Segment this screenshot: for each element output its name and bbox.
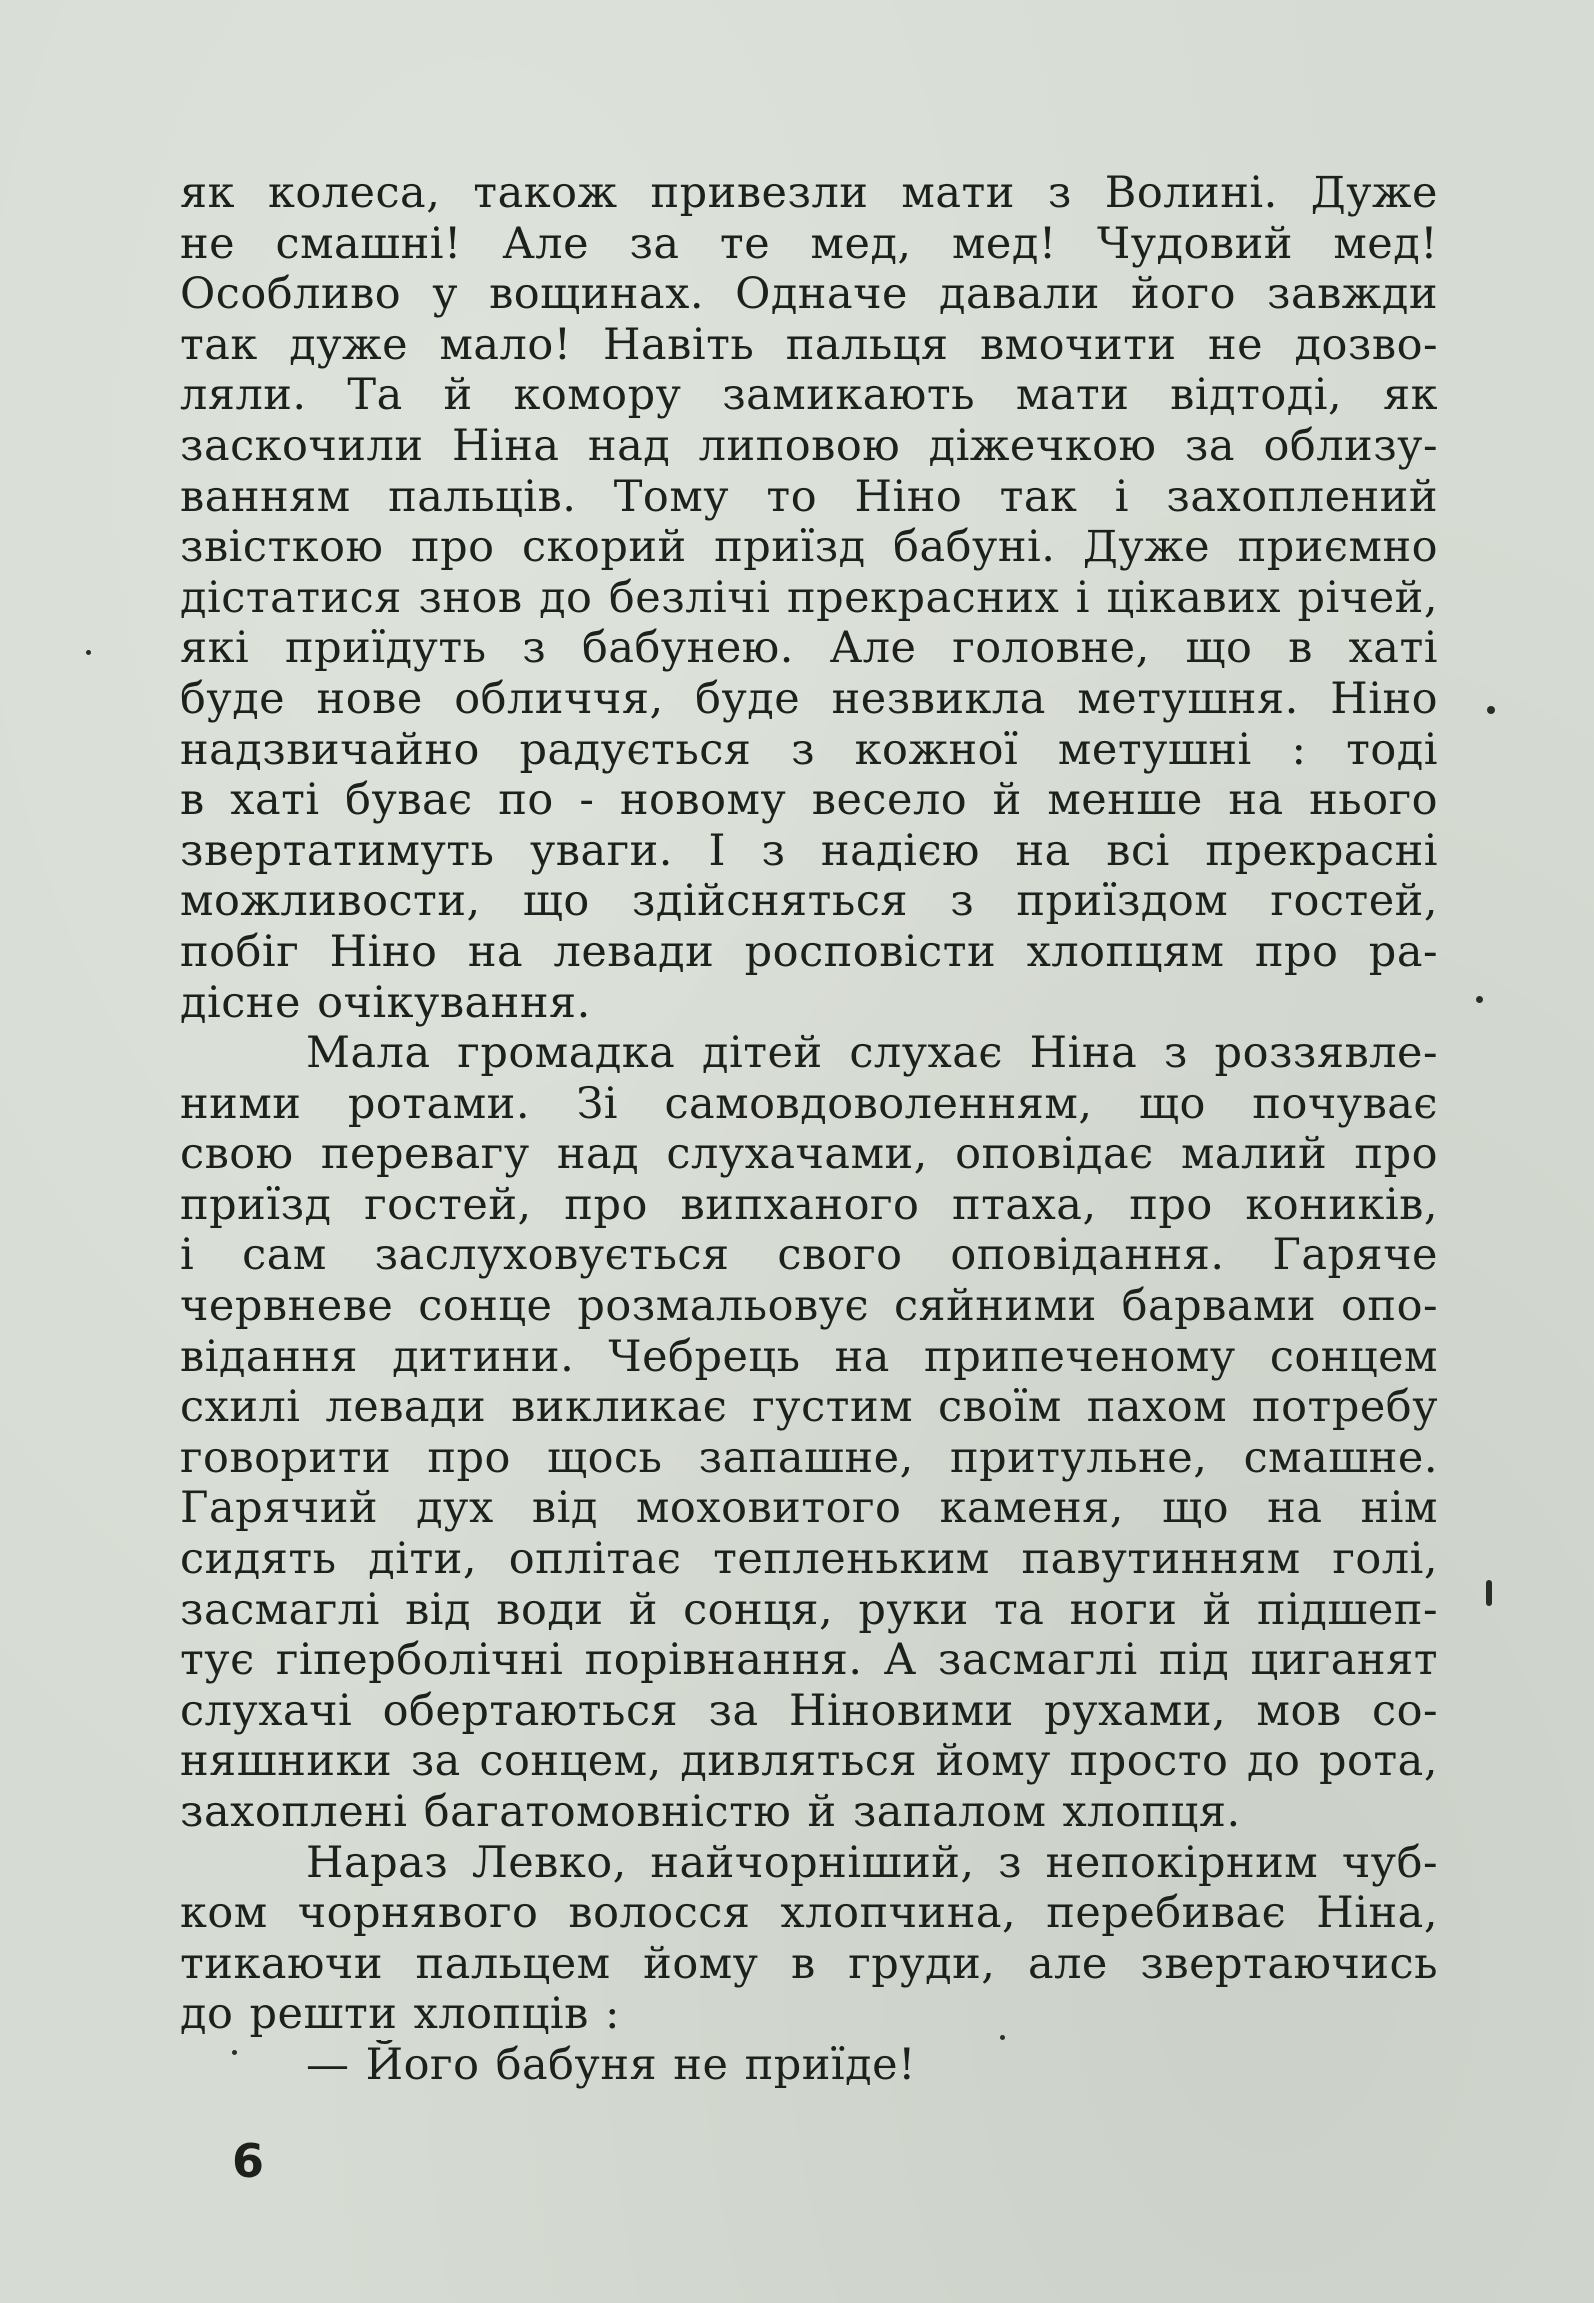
text-line: дісне очікування. bbox=[180, 977, 591, 1028]
text-line: ванням пальців. Тому то Ніно так і захоплений bbox=[180, 471, 1438, 522]
text-line: слухачі обертаються за Ніновими рухами, мов со- bbox=[180, 1685, 1438, 1736]
text-line: відання дитини. Чебрець на припеченому сонцем bbox=[180, 1331, 1438, 1382]
paper-speck bbox=[1000, 2035, 1005, 2040]
text-line: схилі левади викликає густим своїм пахом потребу bbox=[180, 1382, 1438, 1433]
text-line: говорити про щось запашне, притульне, смашне. bbox=[180, 1432, 1438, 1483]
page-number: 6 bbox=[232, 2134, 265, 2188]
paper-speck bbox=[1486, 1580, 1492, 1606]
text-line: — Його бабуня не приїде! bbox=[306, 2039, 916, 2090]
text-line: захоплені багатомовністю й запалом хлопця. bbox=[180, 1787, 1241, 1837]
text-line: в хаті буває по - новому весело й менше на нього bbox=[180, 775, 1438, 826]
text-line: тикаючи пальцем йому в груди, але звертаючись bbox=[180, 1938, 1438, 1989]
text-line: звертатимуть уваги. І з надією на всі прекрасні bbox=[180, 825, 1438, 876]
text-line: свою перевагу над слухачами, оповідає малий про bbox=[180, 1129, 1438, 1180]
text-line: дістатися знов до безлічі прекрасних і цікавих річей, bbox=[180, 572, 1438, 623]
text-line: Гарячий дух від моховитого каменя, що на нім bbox=[180, 1483, 1438, 1534]
text-line: заскочили Ніна над липовою діжечкою за облизу- bbox=[180, 420, 1438, 471]
text-line: Нараз Левко, найчорніший, з непокірним чуб- bbox=[306, 1837, 1438, 1888]
text-line: буде нове обличчя, буде незвикла метушня. Ніно bbox=[180, 673, 1438, 724]
text-line: надзвичайно радується з кожної метушні : тоді bbox=[180, 724, 1438, 775]
text-line: ними ротами. Зі самовдоволенням, що почуває bbox=[180, 1078, 1438, 1129]
body-text bbox=[180, 168, 1438, 2091]
text-line: засмаглі від води й сонця, руки та ноги й підшеп- bbox=[180, 1584, 1438, 1635]
text-line: ком чорнявого волосся хлопчина, перебиває Ніна, bbox=[180, 1888, 1438, 1939]
text-line: побіг Ніно на левади росповісти хлопцям про ра- bbox=[180, 926, 1438, 977]
paper-speck bbox=[1487, 706, 1495, 714]
text-line: няшники за сонцем, дивляться йому просто до рота, bbox=[180, 1736, 1438, 1787]
text-line: які приїдуть з бабунею. Але головне, що в хаті bbox=[180, 623, 1438, 674]
text-line: і сам заслуховується свого оповідання. Гаряче bbox=[180, 1230, 1438, 1281]
text-line: як колеса, також привезли мати з Волині. Дуже bbox=[180, 168, 1438, 218]
text-line: ляли. Та й комору замикають мати відтоді, як bbox=[180, 370, 1438, 421]
paper-speck bbox=[232, 2050, 237, 2055]
paper-speck bbox=[1476, 996, 1483, 1003]
text-line: Мала громадка дітей слухає Ніна з роззявле- bbox=[306, 1028, 1438, 1079]
paper-speck bbox=[86, 650, 91, 655]
text-line: червневе сонце розмальовує сяйними барвами опо- bbox=[180, 1281, 1438, 1332]
text-line: звісткою про скорий приїзд бабуні. Дуже приємно bbox=[180, 522, 1438, 573]
text-line: можливости, що здійсняться з приїздом гостей, bbox=[180, 876, 1438, 927]
text-line: сидять діти, оплітає тепленьким павутинням голі, bbox=[180, 1534, 1438, 1585]
text-line: приїзд гостей, про випханого птаха, про коників, bbox=[180, 1179, 1438, 1230]
text-line: до решти хлопців : bbox=[180, 1989, 620, 2040]
text-line: тує гіперболічні порівнання. А засмаглі під циганят bbox=[180, 1635, 1438, 1686]
text-line: не смашні! Але за те мед, мед! Чудовий мед! bbox=[180, 218, 1438, 269]
text-line: так дуже мало! Навіть пальця вмочити не дозво- bbox=[180, 319, 1438, 370]
text-line: Особливо у вощинах. Одначе давали його завжди bbox=[180, 269, 1438, 320]
